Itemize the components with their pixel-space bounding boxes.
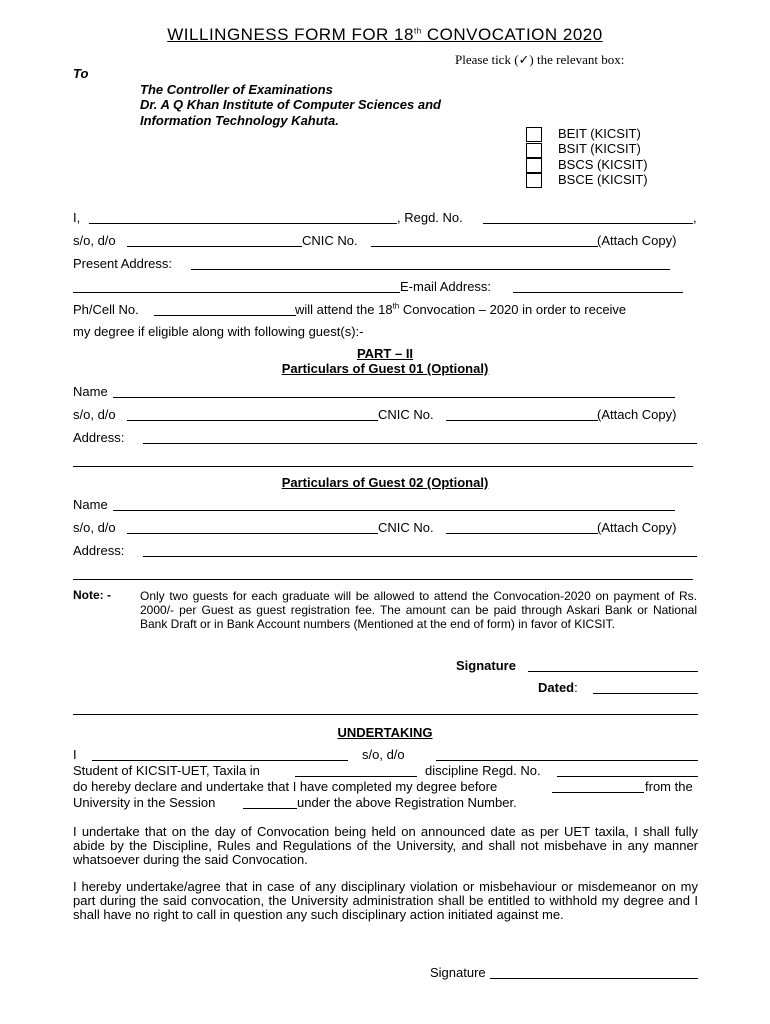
- addressee-line2: Dr. A Q Khan Institute of Computer Sciences and: [140, 97, 441, 112]
- phone-field[interactable]: [154, 315, 296, 316]
- guest2-cnic-label: CNIC No.: [378, 520, 434, 535]
- dated-label: Dated:: [538, 680, 578, 695]
- regd-no-label: , Regd. No.: [397, 210, 463, 225]
- guest2-address-field[interactable]: [143, 556, 697, 557]
- guest2-attach-copy: (Attach Copy): [597, 520, 677, 535]
- program-checkbox-bsce[interactable]: [526, 173, 542, 188]
- undertaking-session-post: under the above Registration Number.: [297, 795, 517, 810]
- to-label: To: [73, 66, 89, 81]
- guest1-father-field[interactable]: [127, 420, 378, 421]
- undertaking-regd-field[interactable]: [557, 776, 698, 777]
- program-label-beit: BEIT (KICSIT): [558, 126, 641, 141]
- phone-label: Ph/Cell No.: [73, 302, 139, 317]
- present-address-field[interactable]: [191, 269, 670, 270]
- undertaking-name-field[interactable]: [92, 760, 348, 761]
- undertaking-para2: I hereby undertake/agree that in case of any disciplinary violation or misbehaviour or misdemeanor on my part during the said convocation, the University administration shall be entitled to withhold my degree and I shall have no right to call in question any such disciplinary action initiated against me.: [73, 879, 698, 922]
- applicant-so-label: s/o, d/o: [73, 233, 116, 248]
- undertaking-discipline-field[interactable]: [295, 776, 417, 777]
- guest1-cnic-field[interactable]: [446, 420, 598, 421]
- program-label-bsce: BSCE (KICSIT): [558, 172, 648, 187]
- undertaking-signature-field[interactable]: [490, 978, 698, 979]
- applicant-attach-copy: (Attach Copy): [597, 233, 677, 248]
- form-title: WILLINGNESS FORM FOR 18th CONVOCATION 2020: [167, 25, 603, 44]
- guest2-father-field[interactable]: [127, 533, 378, 534]
- guest1-so-label: s/o, d/o: [73, 407, 116, 422]
- will-attend-text: will attend the 18th Convocation – 2020 in order to receive: [295, 301, 627, 317]
- guest2-name-field[interactable]: [113, 510, 675, 511]
- program-label-bsit: BSIT (KICSIT): [558, 141, 641, 156]
- present-address-label: Present Address:: [73, 256, 172, 271]
- program-checkbox-bsit[interactable]: [526, 143, 542, 158]
- guest2-address-label: Address:: [73, 543, 125, 558]
- undertaking-session-field[interactable]: [243, 808, 297, 809]
- section-divider: [73, 714, 698, 715]
- undertaking-discipline-label: discipline Regd. No.: [425, 763, 541, 778]
- tick-instruction: Please tick (✓) the relevant box:: [455, 52, 625, 67]
- applicant-i-label: I,: [73, 210, 81, 225]
- guest1-name-label: Name: [73, 384, 108, 399]
- note-text: Only two guests for each graduate will be allowed to attend the Convocation-2020 on payment of Rs. 2000/- per Guest as guest registration fee. The amount can be paid through Askari Bank or National Bank Draft or in Bank Account numbers (Mentioned at the end of form) in favor of KICSIT.: [140, 589, 697, 631]
- email-field[interactable]: [513, 292, 683, 293]
- addressee-line3: Information Technology Kahuta.: [140, 113, 339, 128]
- undertaking-student-of: Student of KICSIT-UET, Taxila in: [73, 763, 260, 778]
- program-label-bscs: BSCS (KICSIT): [558, 157, 648, 172]
- comma: ,: [693, 210, 697, 225]
- undertaking-father-field[interactable]: [436, 760, 698, 761]
- program-checkbox-beit[interactable]: [526, 127, 542, 142]
- guest2-so-label: s/o, d/o: [73, 520, 116, 535]
- guest1-heading: Particulars of Guest 01 (Optional): [281, 361, 489, 376]
- applicant-cnic-field[interactable]: [371, 246, 598, 247]
- addressee-line1: The Controller of Examinations: [140, 82, 333, 97]
- undertaking-signature-label: Signature: [430, 965, 486, 980]
- undertaking-para1: I undertake that on the day of Convocation being held on announced date as per UET taxila, I shall fully abide by the Discipline, Rules and Regulations of the University, and shall not misbehave in any manner whatsoever during the said Convocation.: [73, 824, 698, 867]
- dated-field[interactable]: [593, 693, 698, 694]
- note-label: Note: -: [73, 588, 111, 602]
- present-address-field-2[interactable]: [73, 292, 400, 293]
- applicant-name-field[interactable]: [89, 223, 397, 224]
- undertaking-heading: UNDERTAKING: [337, 725, 433, 740]
- signature-field[interactable]: [528, 671, 698, 672]
- undertaking-so-label: s/o, d/o: [362, 747, 405, 762]
- regd-no-field[interactable]: [483, 223, 693, 224]
- guest1-address-field-2[interactable]: [73, 466, 693, 467]
- guest2-name-label: Name: [73, 497, 108, 512]
- part2-heading: PART – II: [356, 346, 414, 361]
- applicant-father-field[interactable]: [127, 246, 302, 247]
- undertaking-from-the: from the: [645, 779, 693, 794]
- guest2-heading: Particulars of Guest 02 (Optional): [281, 475, 489, 490]
- guest1-address-label: Address:: [73, 430, 125, 445]
- undertaking-i: I: [73, 747, 77, 762]
- undertaking-session-pre: University in the Session: [73, 795, 216, 810]
- guest1-name-field[interactable]: [113, 397, 675, 398]
- guest2-address-field-2[interactable]: [73, 579, 693, 580]
- undertaking-declare: do hereby declare and undertake that I have completed my degree before: [73, 779, 498, 794]
- email-label: E-mail Address:: [400, 279, 492, 294]
- guest1-address-field[interactable]: [143, 443, 697, 444]
- guest2-cnic-field[interactable]: [446, 533, 598, 534]
- signature-label: Signature: [456, 658, 516, 673]
- guest1-attach-copy: (Attach Copy): [597, 407, 677, 422]
- applicant-cnic-label: CNIC No.: [302, 233, 358, 248]
- program-checkbox-bscs[interactable]: [526, 158, 542, 173]
- will-attend-line2: my degree if eligible along with following guest(s):-: [73, 324, 364, 339]
- guest1-cnic-label: CNIC No.: [378, 407, 434, 422]
- undertaking-date-field[interactable]: [552, 792, 644, 793]
